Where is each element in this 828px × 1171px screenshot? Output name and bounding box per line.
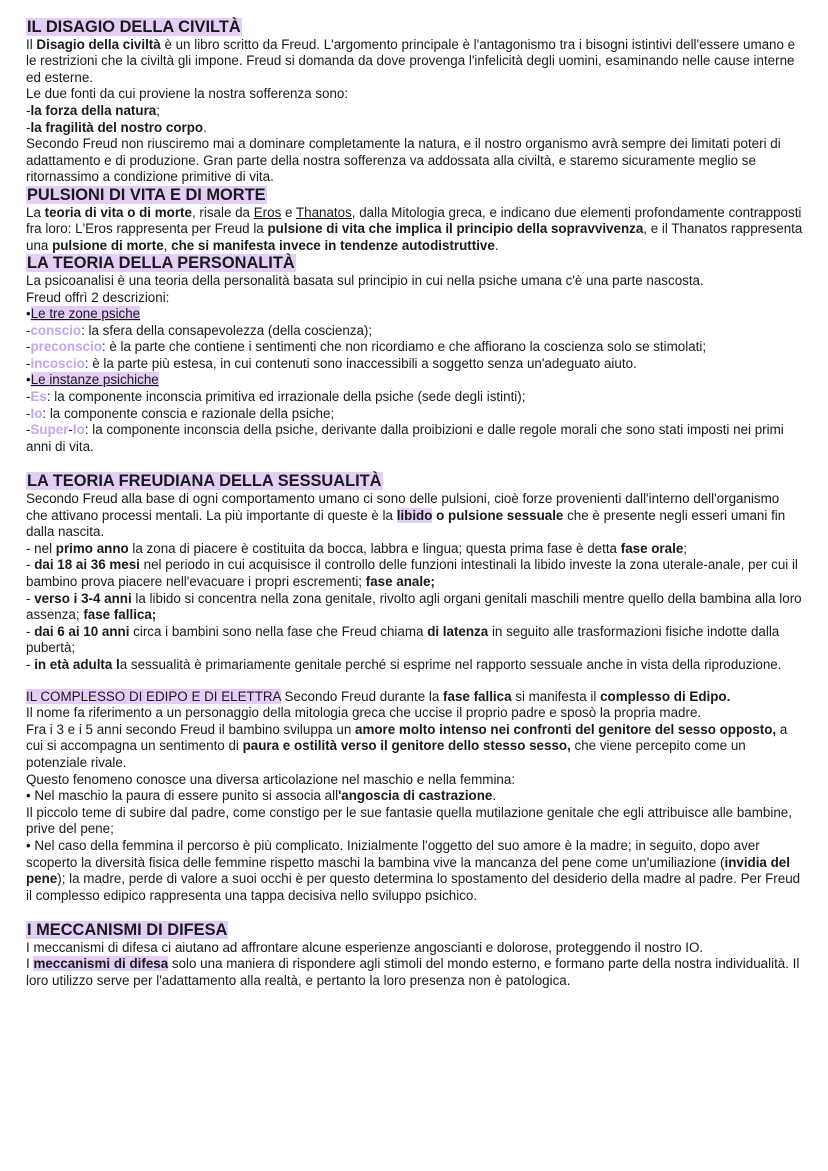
- heading-disagio-civilta: IL DISAGIO DELLA CIVILTÀ: [27, 18, 241, 36]
- paragraph: Il Disagio della civiltà è un libro scritto da Freud. L'argomento principale è l'antagonismo tra i bisogni istintivi dell'essere umano e le restrizioni che la civiltà gli impone. Freud si domanda da dove provenga l'infelicità degli uomini, esaminando nelle cause interne ed esterne.: [26, 36, 796, 85]
- heading-meccanismi-difesa: I MECCANISMI DI DIFESA: [27, 921, 228, 940]
- list-item: -incoscio: è la parte più estesa, in cui contenuti sono inaccessibili a soggetto senza un'adeguato aiuto.: [26, 355, 637, 371]
- paragraph: La teoria di vita o di morte, risale da Eros e Thanatos, dalla Mitologia greca, e indicano due elementi profondamente contrapposti fra loro: L'Eros rappresenta per Freud la pulsione di vita che implica il principio della sopravvivenza, e il Thanatos rappresenta una pulsione di morte, che si manifesta invece in tendenze autodistruttive.: [26, 204, 803, 253]
- paragraph: IL COMPLESSO DI EDIPO E DI ELETTRA Secondo Freud durante la fase fallica si manifesta il complesso di Edipo.: [26, 688, 731, 704]
- paragraph: I meccanismi di difesa solo una maniera di rispondere agli stimoli del mondo esterno, e formano parte della nostra individualità. Il loro utilizzo serve per l'adattamento alla realtà, e pertanto la loro presenza non è patologica.: [26, 956, 800, 989]
- list-item: - dai 6 ai 10 anni circa i bambini sono nella fase che Freud chiama di latenza in seguito alle trasformazioni fisiche indotte dalla pubertà;: [26, 623, 780, 656]
- heading-pulsioni: PULSIONI DI VITA E DI MORTE: [27, 185, 266, 204]
- list-item: - nel primo anno la zona di piacere è costituita da bocca, labbra e lingua; questa prima fase è detta fase orale;: [26, 540, 687, 556]
- list-item: - verso i 3-4 anni la libido si concentra nella zona genitale, rivolto agli organi genitali maschili mentre quello della bambina alla loro assenza; fase fallica;: [26, 590, 802, 623]
- paragraph: Freud offrì 2 descrizioni:: [26, 289, 170, 305]
- list-item: -la forza della natura;: [26, 102, 160, 118]
- paragraph: Fra i 3 e i 5 anni secondo Freud il bambino sviluppa un amore molto intenso nei confronti del genitore del sesso opposto, a cui si accompagna un sentimento di paura e ostilità verso il genitore dello stesso sesso, che viene percepito come un potenziale rivale.: [26, 721, 788, 770]
- section-disagio-civilta: [26, 18, 804, 186]
- list-item: -Io: la componente conscia e razionale della psiche;: [26, 405, 335, 421]
- paragraph: Secondo Freud non riusciremo mai a dominare completamente la natura, e il nostro organismo avrà sempre dei limitati poteri di adattamento e di produzione. Gran parte della nostra sofferenza va addossata alla civiltà, e staremo sicuramente meglio se ritornassimo a condizione primitive di vita.: [26, 136, 781, 185]
- heading-sessualita: LA TEORIA FREUDIANA DELLA SESSUALITÀ: [27, 472, 382, 491]
- list-item: -conscio: la sfera della consapevolezza (della coscienza);: [26, 322, 373, 338]
- list-item: -preconscio: è la parte che contiene i sentimenti che non ricordiamo e che affiorano la coscienza solo se stimolati;: [26, 339, 707, 355]
- document-page: [26, 18, 804, 990]
- subheading-instanze-psichiche: •Le instanze psichiche: [26, 372, 159, 388]
- section-meccanismi-difesa: [26, 921, 804, 989]
- paragraph: Questo fenomeno conosce una diversa articolazione nel maschio e nella femmina:: [26, 771, 516, 787]
- list-item: • Nel maschio la paura di essere punito si associa all'angoscia di castrazione.: [26, 788, 497, 804]
- heading-teoria-personalita: LA TEORIA DELLA PERSONALITÀ: [27, 254, 295, 273]
- paragraph: Secondo Freud alla base di ogni comportamento umano ci sono delle pulsioni, cioè forze provenienti dall'interno dell'organismo che attivano processi mentali. La più importante di queste è la libido o pulsione sessuale che è presente negli esseri umani fin dalla nascita.: [26, 491, 786, 540]
- heading-edipo: IL COMPLESSO DI EDIPO E DI ELETTRA: [26, 688, 281, 704]
- paragraph: Il nome fa riferimento a un personaggio della mitologia greca che uccise il proprio padre e sposò la propria madre.: [26, 705, 702, 721]
- paragraph: Le due fonti da cui proviene la nostra sofferenza sono:: [26, 86, 349, 102]
- paragraph: I meccanismi di difesa ci aiutano ad affrontare alcune esperienze angoscianti e dolorose, proteggendo il nostro IO.: [26, 939, 704, 955]
- section-sessualita: [26, 472, 804, 673]
- subheading-zone-psiche: •Le tre zone psiche: [26, 306, 141, 322]
- list-item: - dai 18 ai 36 mesi nel periodo in cui acquisisce il controllo delle funzioni intestinali la libido investe la zona uterale-anale, per cui il bambino prova piacere nell'evacuare i propri escrementi; fase anale;: [26, 557, 798, 589]
- list-item: -la fragilità del nostro corpo.: [26, 119, 207, 135]
- section-pulsioni: [26, 186, 804, 254]
- paragraph: Il piccolo teme di subire dal padre, come constigo per le sue fantasie quella mutilazione genitale che egli attribuisce alle bambine, prive del pene;: [26, 804, 792, 837]
- section-teoria-personalita: [26, 254, 804, 455]
- section-edipo: [26, 689, 804, 905]
- list-item: • Nel caso della femmina il percorso è più complicato. Inizialmente l'oggetto del suo amore è la madre; in seguito, dopo aver scoperto la diversità fisica delle femmine rispetto maschi la bambina vive la mancanza del pene come un'umiliazione (invidia del pene); la madre, perde di valore a suoi occhi è per questo determina lo spostamento del desiderio della madre al padre. Per Freud il complesso edipico rappresenta una tappa decisiva nello sviluppo psichico.: [26, 837, 801, 903]
- list-item: - in età adulta la sessualità è primariamente genitale perché si esprime nel rapporto sessuale anche in vista della riproduzione.: [26, 656, 782, 672]
- paragraph: La psicoanalisi è una teoria della personalità basata sul principio in cui nella psiche umana c'è una parte nascosta.: [26, 272, 704, 288]
- list-item: -Es: la componente inconscia primitiva ed irrazionale della psiche (sede degli istinti);: [26, 389, 526, 405]
- list-item: -Super-Io: la componente inconscia della psiche, derivante dalla proibizioni e dalle regole morali che sono stati imposti nei primi anni di vita.: [26, 422, 784, 454]
